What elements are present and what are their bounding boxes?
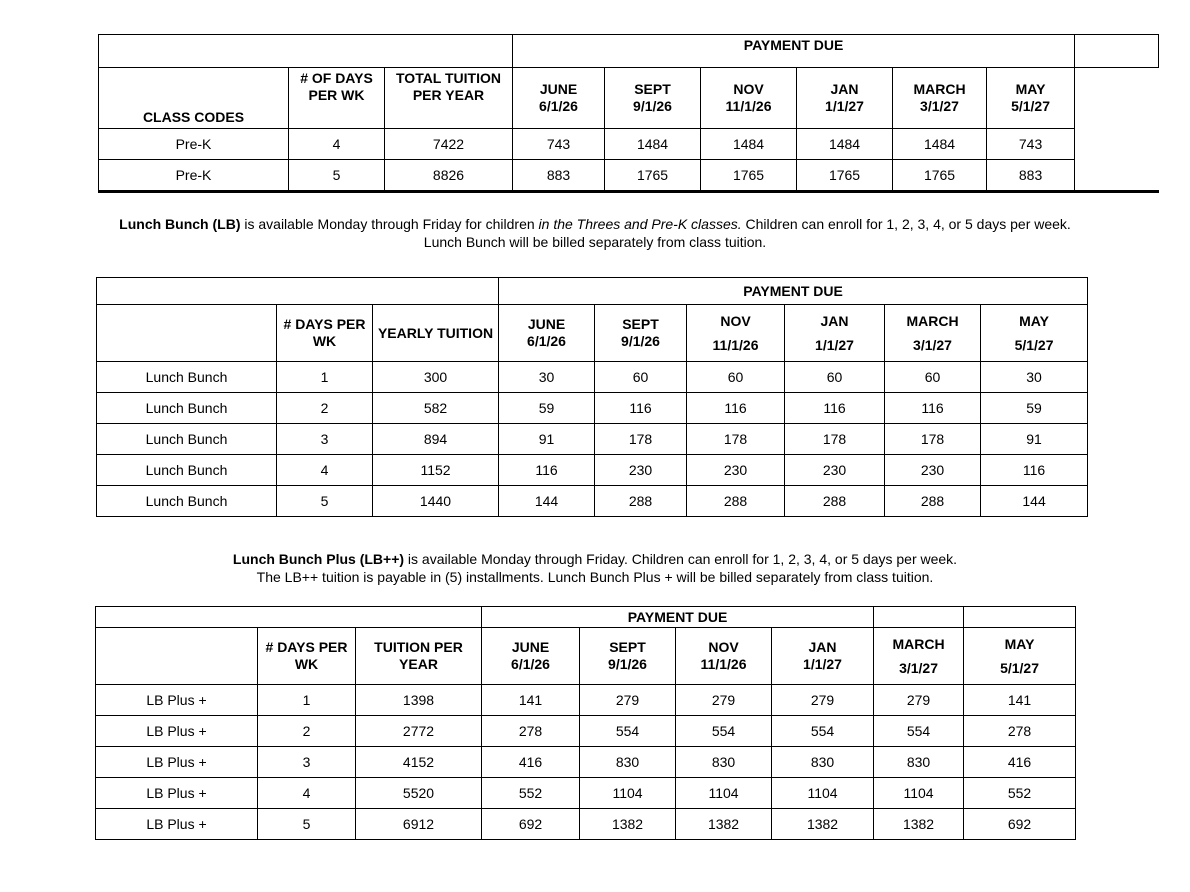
program-cell: Lunch Bunch [97, 362, 277, 393]
month-header-march: MARCH 3/1/27 [885, 305, 981, 362]
payment-cell: 883 [987, 160, 1075, 192]
days-cell: 4 [289, 129, 385, 160]
days-cell: 4 [258, 778, 356, 809]
lb-plus-note-line1: Lunch Bunch Plus (LB++) is available Monday through Friday. Children can enroll for 1, 2, 3, 4, or 5 days per week. [232, 551, 958, 567]
payment-cell: 830 [580, 747, 676, 778]
payment-cell: 230 [885, 455, 981, 486]
table-row [96, 716, 1076, 747]
payment-cell: 178 [885, 424, 981, 455]
payment-cell: 116 [981, 455, 1088, 486]
blank-header-cell [964, 607, 1076, 628]
days-cell: 4 [277, 455, 373, 486]
month-header-june: JUNE 6/1/26 [513, 68, 605, 129]
payment-cell: 1382 [580, 809, 676, 840]
month-header-jan: JAN 1/1/27 [772, 628, 874, 685]
program-cell: LB Plus + [96, 747, 258, 778]
days-cell: 5 [258, 809, 356, 840]
payment-cell: 116 [687, 393, 785, 424]
days-cell: 2 [258, 716, 356, 747]
table-row [96, 778, 1076, 809]
total-cell: 5520 [356, 778, 482, 809]
month-header-may: MAY 5/1/27 [987, 68, 1075, 129]
blank-header-cell [874, 607, 964, 628]
payment-cell: 830 [772, 747, 874, 778]
program-cell: Lunch Bunch [97, 393, 277, 424]
payment-cell: 279 [580, 685, 676, 716]
payment-cell: 279 [874, 685, 964, 716]
payment-cell: 883 [513, 160, 605, 192]
payment-cell: 278 [482, 716, 580, 747]
payment-cell: 278 [964, 716, 1076, 747]
month-header-nov: NOV 11/1/26 [687, 305, 785, 362]
days-per-wk-header: # DAYS PER WK [277, 305, 373, 362]
month-header-sept: SEPT 9/1/26 [605, 68, 701, 129]
payment-cell: 59 [981, 393, 1088, 424]
payment-cell: 279 [772, 685, 874, 716]
payment-cell: 230 [687, 455, 785, 486]
table-row [96, 747, 1076, 778]
payment-cell: 91 [499, 424, 595, 455]
payment-cell: 60 [595, 362, 687, 393]
payment-cell: 59 [499, 393, 595, 424]
prek-tuition-table [98, 34, 1159, 193]
month-header-jan: JAN 1/1/27 [797, 68, 893, 129]
days-cell: 5 [289, 160, 385, 192]
lunch-bunch-note-line1: Lunch Bunch (LB) is available Monday through Friday for children in the Threes and Pre-K classes. Children can enroll for 1, 2, 3, 4, or 5 days per week. [119, 216, 1071, 232]
payment-cell: 1484 [797, 129, 893, 160]
payment-cell: 116 [785, 393, 885, 424]
total-cell: 582 [373, 393, 499, 424]
table-row [96, 685, 1076, 716]
payment-cell: 30 [981, 362, 1088, 393]
table-row [96, 809, 1076, 840]
program-cell: Lunch Bunch [97, 486, 277, 517]
month-header-sept: SEPT 9/1/26 [580, 628, 676, 685]
month-header-june: JUNE 6/1/26 [482, 628, 580, 685]
program-header [97, 305, 277, 362]
total-cell: 7422 [385, 129, 513, 160]
payment-cell: 554 [580, 716, 676, 747]
class-code-cell: Pre-K [99, 129, 289, 160]
month-header-june: JUNE 6/1/26 [499, 305, 595, 362]
table-row [97, 486, 1088, 517]
blank-header-cell [99, 35, 513, 68]
total-tuition-header: TOTAL TUITION PER YEAR [385, 68, 513, 129]
payment-cell: 60 [785, 362, 885, 393]
days-cell: 3 [277, 424, 373, 455]
payment-cell: 144 [499, 486, 595, 517]
payment-cell: 1382 [874, 809, 964, 840]
month-header-march: MARCH 3/1/27 [893, 68, 987, 129]
program-cell: Lunch Bunch [97, 455, 277, 486]
payment-cell: 60 [885, 362, 981, 393]
payment-cell: 230 [595, 455, 687, 486]
total-cell: 300 [373, 362, 499, 393]
payment-cell: 178 [785, 424, 885, 455]
program-cell: Lunch Bunch [97, 424, 277, 455]
table-row [97, 362, 1088, 393]
payment-cell: 554 [676, 716, 772, 747]
days-cell: 2 [277, 393, 373, 424]
payment-cell: 230 [785, 455, 885, 486]
days-per-wk-header: # DAYS PER WK [258, 628, 356, 685]
blank-header-cell [97, 278, 499, 305]
payment-cell: 1765 [605, 160, 701, 192]
days-cell: 1 [277, 362, 373, 393]
payment-cell: 178 [687, 424, 785, 455]
payment-cell: 1484 [701, 129, 797, 160]
payment-cell: 30 [499, 362, 595, 393]
payment-cell: 141 [964, 685, 1076, 716]
total-cell: 1152 [373, 455, 499, 486]
days-per-wk-header: # OF DAYS PER WK [289, 68, 385, 129]
payment-cell: 141 [482, 685, 580, 716]
payment-due-header: PAYMENT DUE [513, 35, 1075, 68]
table-row [99, 129, 1159, 160]
total-cell: 894 [373, 424, 499, 455]
lunch-bunch-tuition-table [96, 277, 1088, 517]
payment-cell: 60 [687, 362, 785, 393]
payment-cell: 1382 [772, 809, 874, 840]
days-cell: 3 [258, 747, 356, 778]
payment-cell: 416 [482, 747, 580, 778]
payment-cell: 288 [885, 486, 981, 517]
payment-cell: 554 [874, 716, 964, 747]
table-row [99, 160, 1159, 192]
class-codes-header: CLASS CODES [99, 68, 289, 129]
lunch-bunch-note [30, 215, 1160, 251]
blank-header-cell [96, 607, 482, 628]
payment-cell: 416 [964, 747, 1076, 778]
payment-cell: 1765 [797, 160, 893, 192]
month-header-sept: SEPT 9/1/26 [595, 305, 687, 362]
payment-cell: 692 [964, 809, 1076, 840]
payment-cell: 830 [874, 747, 964, 778]
program-header [96, 628, 258, 685]
payment-cell: 144 [981, 486, 1088, 517]
payment-cell: 1382 [676, 809, 772, 840]
total-cell: 8826 [385, 160, 513, 192]
lunch-bunch-note-line2: Lunch Bunch will be billed separately from class tuition. [423, 234, 767, 250]
payment-cell: 552 [482, 778, 580, 809]
program-cell: LB Plus + [96, 778, 258, 809]
payment-cell: 1104 [580, 778, 676, 809]
program-cell: LB Plus + [96, 685, 258, 716]
yearly-tuition-header: YEARLY TUITION [373, 305, 499, 362]
payment-due-header: PAYMENT DUE [482, 607, 874, 628]
payment-cell: 279 [676, 685, 772, 716]
total-cell: 4152 [356, 747, 482, 778]
payment-cell: 554 [772, 716, 874, 747]
lb-plus-note [100, 550, 1090, 586]
payment-cell: 1104 [676, 778, 772, 809]
table-row [97, 424, 1088, 455]
payment-cell: 1484 [605, 129, 701, 160]
payment-cell: 1104 [874, 778, 964, 809]
payment-cell: 552 [964, 778, 1076, 809]
month-header-may: MAY 5/1/27 [964, 628, 1076, 685]
payment-due-header: PAYMENT DUE [499, 278, 1088, 305]
payment-cell: 116 [885, 393, 981, 424]
payment-cell: 1484 [893, 129, 987, 160]
payment-cell: 178 [595, 424, 687, 455]
class-code-cell: Pre-K [99, 160, 289, 192]
total-cell: 1398 [356, 685, 482, 716]
payment-cell: 116 [595, 393, 687, 424]
program-cell: LB Plus + [96, 809, 258, 840]
payment-cell: 743 [987, 129, 1075, 160]
days-cell: 1 [258, 685, 356, 716]
month-header-march: MARCH 3/1/27 [874, 628, 964, 685]
payment-cell: 288 [687, 486, 785, 517]
month-header-jan: JAN 1/1/27 [785, 305, 885, 362]
blank-header-cell [1075, 35, 1159, 68]
payment-cell: 1104 [772, 778, 874, 809]
month-header-nov: NOV 11/1/26 [701, 68, 797, 129]
payment-cell: 692 [482, 809, 580, 840]
payment-cell: 1765 [701, 160, 797, 192]
payment-cell: 830 [676, 747, 772, 778]
payment-cell: 288 [785, 486, 885, 517]
table-row [97, 393, 1088, 424]
payment-cell: 743 [513, 129, 605, 160]
days-cell: 5 [277, 486, 373, 517]
payment-cell: 116 [499, 455, 595, 486]
tuition-per-year-header: TUITION PER YEAR [356, 628, 482, 685]
payment-cell: 91 [981, 424, 1088, 455]
total-cell: 1440 [373, 486, 499, 517]
total-cell: 6912 [356, 809, 482, 840]
lb-plus-tuition-table [95, 606, 1076, 840]
table-row [97, 455, 1088, 486]
total-cell: 2772 [356, 716, 482, 747]
month-header-may: MAY 5/1/27 [981, 305, 1088, 362]
payment-cell: 288 [595, 486, 687, 517]
lb-plus-note-line2: The LB++ tuition is payable in (5) installments. Lunch Bunch Plus + will be billed separately from class tuition. [256, 569, 934, 585]
program-cell: LB Plus + [96, 716, 258, 747]
month-header-nov: NOV 11/1/26 [676, 628, 772, 685]
payment-cell: 1765 [893, 160, 987, 192]
